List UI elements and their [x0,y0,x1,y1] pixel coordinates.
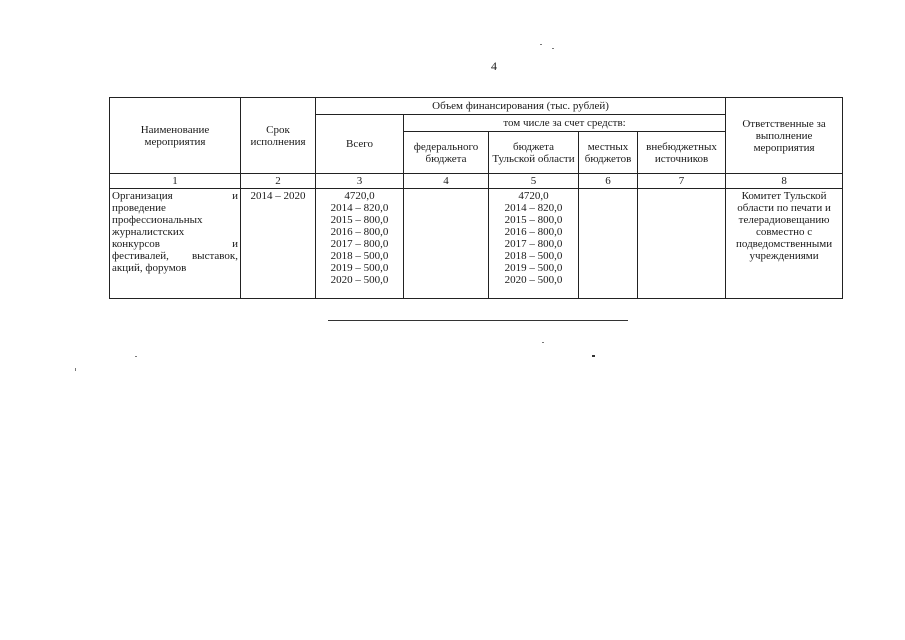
event-name-word: и [232,238,238,250]
term-cell: 2014 – 2020 [241,189,316,299]
local-cell [579,189,638,299]
total-value: 2019 – 500,0 [330,262,389,274]
page-number: 4 [491,59,497,73]
federal-cell [404,189,489,299]
total-value: 2014 – 820,0 [330,202,389,214]
scan-speck [75,368,76,371]
event-name-word: профессиональных [112,214,203,226]
regional-value: 2020 – 500,0 [504,274,563,286]
regional-cell [489,189,579,299]
event-name-word: проведение [112,202,166,214]
total-value: 2017 – 800,0 [330,238,389,250]
scan-speck [540,44,542,45]
header-regional: бюджета Тульской области [489,132,579,174]
financing-table [109,97,843,299]
event-name-cell [110,189,241,299]
regional-value: 2019 – 500,0 [504,262,563,274]
header-name: Наименование мероприятия [110,98,241,174]
total-value: 2016 – 800,0 [330,226,389,238]
regional-value: 2016 – 800,0 [504,226,563,238]
scan-speck [542,342,544,343]
column-number: 6 [579,174,638,189]
total-cell [316,189,404,299]
scan-speck [592,355,595,357]
total-value: 2020 – 500,0 [330,274,389,286]
column-number: 4 [404,174,489,189]
header-including: том числе за счет средств: [404,115,726,132]
event-name-word: журналистских [112,226,185,238]
header-extrabudget: внебюджетных источников [638,132,726,174]
event-name-word: Организация [112,190,173,202]
header-local: местных бюджетов [579,132,638,174]
column-number: 2 [241,174,316,189]
responsible-cell: Комитет Тульской области по печати и телерадиовещанию совместно с подведомственными учреждениями [726,189,843,299]
header-federal: федерального бюджета [404,132,489,174]
closing-rule [328,320,628,321]
column-number-row [110,174,843,189]
event-name-word: конкурсов [112,238,160,250]
regional-value: 4720,0 [518,190,549,202]
event-name-word: фестивалей, [112,250,169,262]
event-name-word: выставок, [191,250,238,262]
total-value: 2015 – 800,0 [330,214,389,226]
column-number: 7 [638,174,726,189]
scan-speck [552,48,554,49]
regional-value: 2018 – 500,0 [504,250,563,262]
total-value: 2018 – 500,0 [330,250,389,262]
scan-speck [135,356,137,357]
event-name-word: акций, форумов [112,262,187,274]
extrabudget-cell [638,189,726,299]
header-financing: Объем финансирования (тыс. рублей) [316,98,726,115]
column-number: 1 [110,174,241,189]
header-responsible: Ответственные за выполнение мероприятия [726,98,843,174]
regional-value: 2017 – 800,0 [504,238,563,250]
table-row [110,189,843,299]
header-total: Всего [316,115,404,174]
header-term: Срок исполнения [241,98,316,174]
regional-value: 2015 – 800,0 [504,214,563,226]
column-number: 5 [489,174,579,189]
column-number: 8 [726,174,843,189]
event-name-word: и [232,190,238,202]
total-value: 4720,0 [344,190,375,202]
column-number: 3 [316,174,404,189]
regional-value: 2014 – 820,0 [504,202,563,214]
